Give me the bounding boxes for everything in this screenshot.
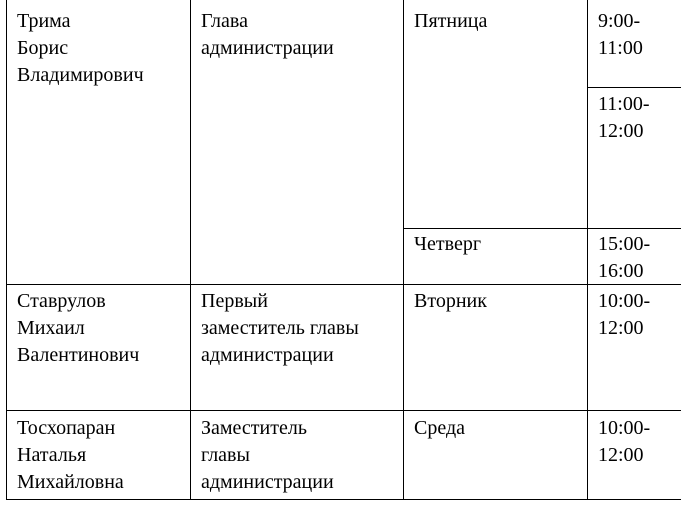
reception-day: Пятница	[414, 10, 488, 32]
official-position: Глава администрации	[201, 10, 334, 59]
reception-day: Вторник	[414, 290, 487, 312]
official-position: Заместитель главы администрации	[201, 417, 334, 493]
row-divider-1	[6, 284, 681, 285]
reception-time: 10:00- 12:00	[598, 290, 651, 339]
reception-time: 11:00- 12:00	[598, 93, 650, 142]
reception-day: Среда	[414, 417, 466, 439]
row-divider-2	[6, 410, 681, 411]
reception-time: 9:00- 11:00	[598, 10, 643, 59]
official-name: Ставрулов Михаил Валентинович	[17, 290, 140, 366]
column-divider-day-time	[587, 0, 588, 500]
row-divider-day-1	[403, 228, 681, 229]
column-divider-position-day	[403, 0, 404, 500]
column-divider-left	[6, 0, 7, 500]
official-position: Первый заместитель главы администрации	[201, 290, 359, 366]
reception-day: Четверг	[414, 233, 482, 255]
reception-time: 15:00- 16:00	[598, 233, 651, 282]
row-divider-time-1	[587, 87, 681, 88]
reception-time: 10:00- 12:00	[598, 417, 651, 466]
table-bottom-border	[6, 499, 681, 500]
official-name: Тосхопаран Наталья Михайловна	[17, 417, 124, 493]
column-divider-name-position	[190, 0, 191, 500]
official-name: Трима Борис Владимирович	[17, 10, 144, 86]
